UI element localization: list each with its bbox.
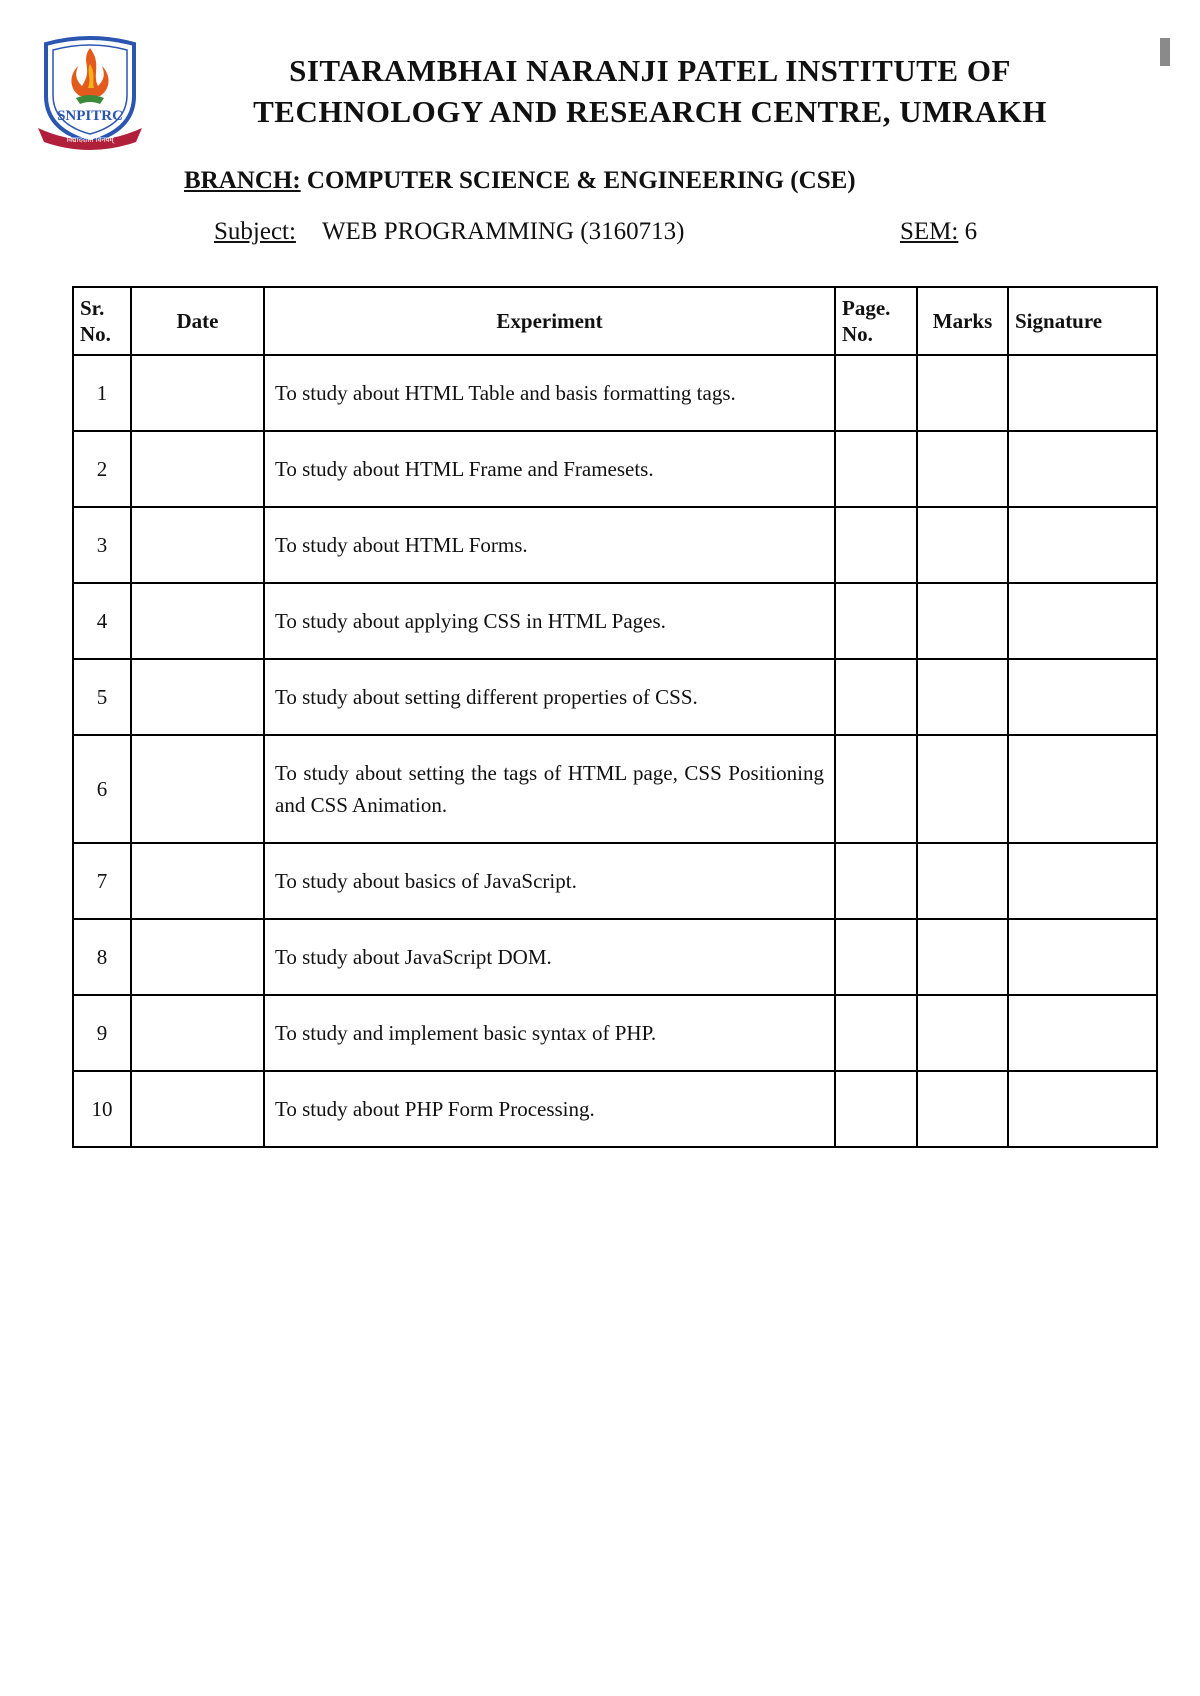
cell-marks	[917, 355, 1008, 431]
table-row	[73, 735, 1157, 843]
cell-date	[131, 583, 264, 659]
header-sr-no	[73, 287, 131, 355]
table-row	[73, 431, 1157, 507]
cell-date	[131, 735, 264, 843]
cell-date	[131, 431, 264, 507]
cell-page-no	[835, 919, 917, 995]
page-edge-marker	[1160, 38, 1170, 66]
cell-experiment: To study about setting the tags of HTML page, CSS Positioning and CSS Animation.	[264, 735, 835, 843]
header-page-no	[835, 287, 917, 355]
cell-page-no	[835, 583, 917, 659]
cell-page-no	[835, 1071, 917, 1147]
sem-line	[900, 218, 977, 246]
cell-page-no	[835, 843, 917, 919]
cell-marks	[917, 919, 1008, 995]
cell-sr-no: 4	[73, 583, 131, 659]
cell-experiment: To study about PHP Form Processing.	[264, 1071, 835, 1147]
cell-sr-no: 1	[73, 355, 131, 431]
cell-signature	[1008, 995, 1157, 1071]
experiment-index-table	[72, 286, 1158, 1148]
cell-marks	[917, 431, 1008, 507]
branch-line	[184, 167, 856, 195]
cell-sr-no: 7	[73, 843, 131, 919]
sem-label: SEM:	[900, 218, 959, 245]
sem-value: 6	[958, 218, 978, 245]
cell-page-no	[835, 735, 917, 843]
cell-signature	[1008, 355, 1157, 431]
institute-title-line-1: SITARAMBHAI NARANJI PATEL INSTITUTE OF	[289, 53, 1011, 88]
header-experiment: Experiment	[264, 287, 835, 355]
table-row	[73, 1071, 1157, 1147]
cell-signature	[1008, 843, 1157, 919]
cell-date	[131, 355, 264, 431]
table-row	[73, 843, 1157, 919]
cell-signature	[1008, 583, 1157, 659]
subject-value: WEB PROGRAMMING (3160713)	[321, 218, 685, 245]
cell-sr-no: 6	[73, 735, 131, 843]
cell-sr-no: 8	[73, 919, 131, 995]
cell-marks	[917, 659, 1008, 735]
cell-sr-no: 3	[73, 507, 131, 583]
logo-motto-text: विद्याददाति विनयम्	[66, 136, 114, 144]
cell-date	[131, 1071, 264, 1147]
cell-signature	[1008, 659, 1157, 735]
subject-label: Subject:	[214, 218, 296, 245]
cell-signature	[1008, 431, 1157, 507]
cell-marks	[917, 507, 1008, 583]
cell-experiment: To study about applying CSS in HTML Pages.	[264, 583, 835, 659]
cell-experiment: To study about HTML Frame and Framesets.	[264, 431, 835, 507]
header-page-line2: No.	[842, 322, 873, 346]
cell-signature	[1008, 919, 1157, 995]
logo-label-text: SNPITRC	[57, 108, 123, 124]
cell-sr-no: 9	[73, 995, 131, 1071]
cell-date	[131, 507, 264, 583]
cell-page-no	[835, 659, 917, 735]
header-sr-line2: No.	[80, 322, 111, 346]
table-row	[73, 355, 1157, 431]
cell-experiment: To study about HTML Table and basis formatting tags.	[264, 355, 835, 431]
branch-value: COMPUTER SCIENCE & ENGINEERING (CSE)	[300, 167, 856, 194]
subject-line	[214, 218, 684, 246]
header-signature: Signature	[1008, 287, 1157, 355]
cell-signature	[1008, 1071, 1157, 1147]
snpitrc-logo-emblem	[36, 34, 144, 152]
cell-sr-no: 2	[73, 431, 131, 507]
cell-page-no	[835, 431, 917, 507]
cell-experiment: To study about HTML Forms.	[264, 507, 835, 583]
table-row	[73, 583, 1157, 659]
cell-experiment: To study about setting different properties of CSS.	[264, 659, 835, 735]
header-sr-line1: Sr.	[80, 296, 105, 320]
cell-experiment: To study and implement basic syntax of PHP.	[264, 995, 835, 1071]
header-page-line1: Page.	[842, 296, 891, 320]
cell-marks	[917, 1071, 1008, 1147]
cell-date	[131, 843, 264, 919]
cell-signature	[1008, 507, 1157, 583]
cell-page-no	[835, 995, 917, 1071]
table-row	[73, 995, 1157, 1071]
institute-title	[180, 50, 1120, 132]
cell-signature	[1008, 735, 1157, 843]
cell-marks	[917, 583, 1008, 659]
header-marks: Marks	[917, 287, 1008, 355]
cell-marks	[917, 735, 1008, 843]
cell-marks	[917, 843, 1008, 919]
cell-sr-no: 5	[73, 659, 131, 735]
cell-date	[131, 995, 264, 1071]
cell-page-no	[835, 355, 917, 431]
header-date: Date	[131, 287, 264, 355]
table-row	[73, 659, 1157, 735]
table-row	[73, 919, 1157, 995]
cell-experiment: To study about basics of JavaScript.	[264, 843, 835, 919]
institute-title-line-2: TECHNOLOGY AND RESEARCH CENTRE, UMRAKH	[253, 94, 1047, 129]
institute-logo	[36, 34, 144, 152]
cell-page-no	[835, 507, 917, 583]
cell-experiment: To study about JavaScript DOM.	[264, 919, 835, 995]
cell-marks	[917, 995, 1008, 1071]
cell-date	[131, 659, 264, 735]
table-row	[73, 507, 1157, 583]
branch-label: BRANCH:	[184, 167, 301, 194]
cell-sr-no: 10	[73, 1071, 131, 1147]
table-header-row	[73, 287, 1157, 355]
cell-date	[131, 919, 264, 995]
